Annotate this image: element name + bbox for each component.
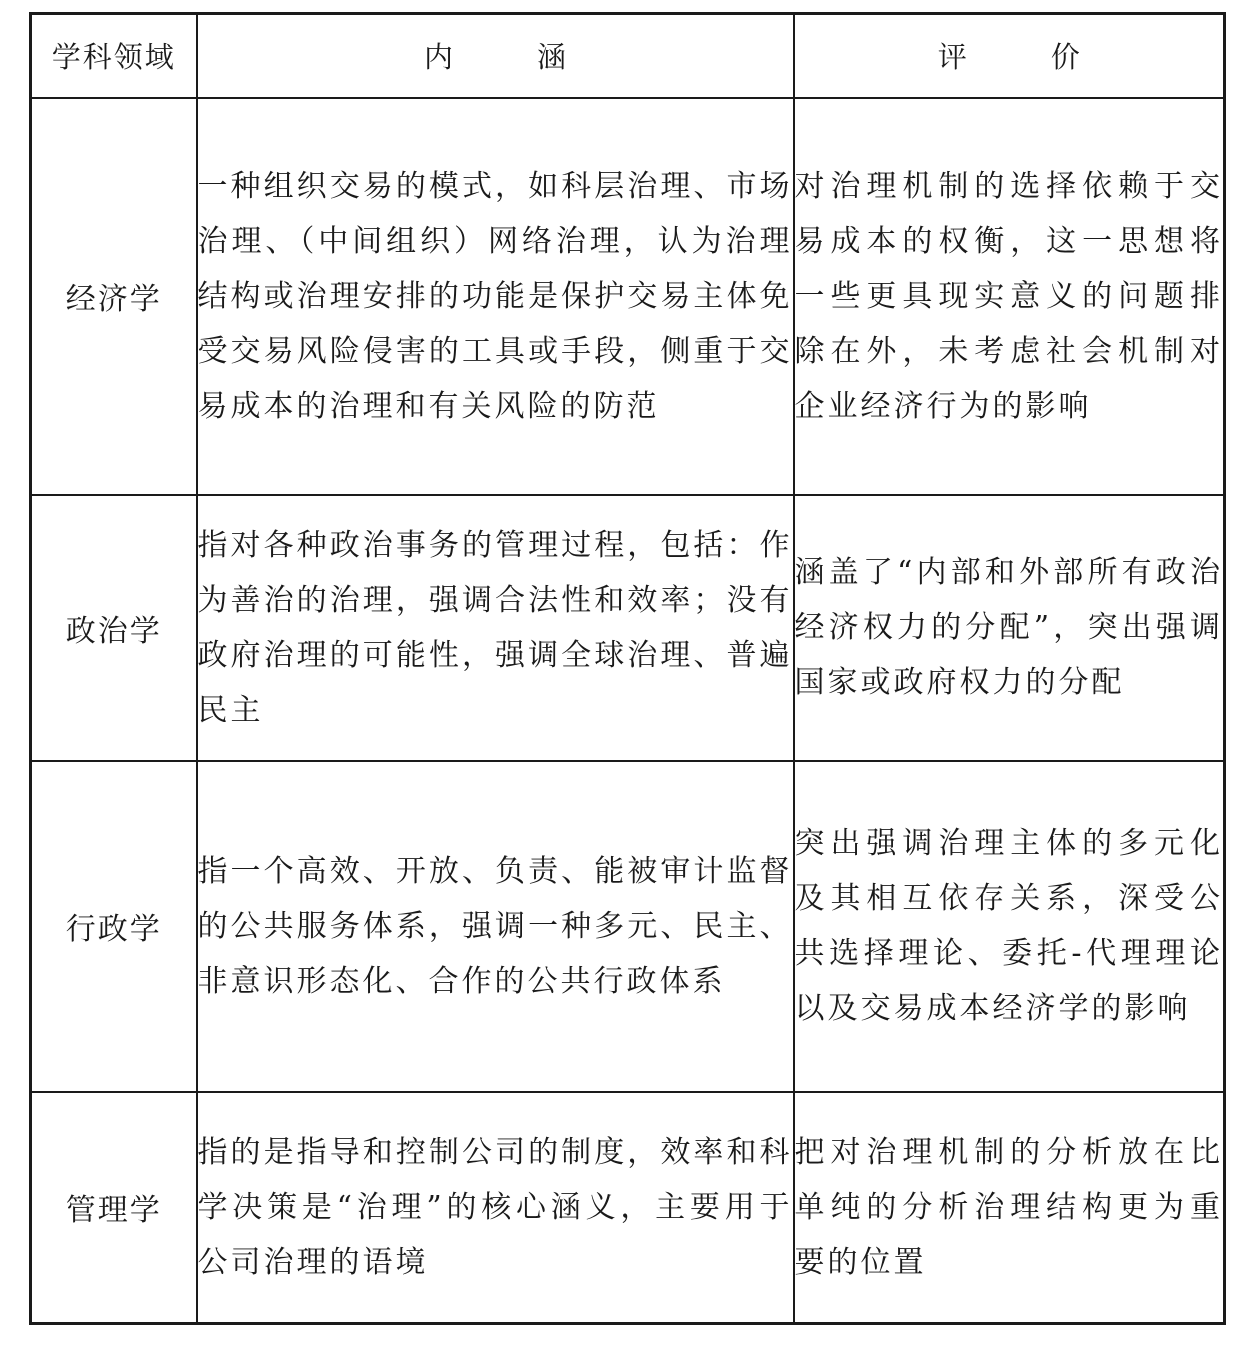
- field-cell-management: 管理学: [31, 1092, 197, 1324]
- evaluation-cell-economics: 对治理机制的选择依赖于交易成本的权衡，这一思想将一些更具现实意义的问题排除在外，未考虑社会机制对企业经济行为的影响: [794, 98, 1225, 495]
- connotation-cell-politics: 指对各种政治事务的管理过程，包括：作为善治的治理，强调合法性和效率；没有政府治理的可能性，强调全球治理、普遍民主: [197, 495, 794, 761]
- connotation-cell-economics: 一种组织交易的模式，如科层治理、市场治理、（中间组织）网络治理，认为治理结构或治理安排的功能是保护交易主体免受交易风险侵害的工具或手段，侧重于交易成本的治理和有关风险的防范: [197, 98, 794, 495]
- header-evaluation: 评价: [794, 14, 1225, 98]
- governance-comparison-table: [29, 12, 1226, 1325]
- table-row: [31, 98, 1225, 495]
- table-header-row: [31, 14, 1225, 98]
- field-cell-administration: 行政学: [31, 761, 197, 1092]
- table-row: [31, 495, 1225, 761]
- table-row: [31, 1092, 1225, 1324]
- connotation-cell-management: 指的是指导和控制公司的制度，效率和科学决策是“治理”的核心涵义，主要用于公司治理的语境: [197, 1092, 794, 1324]
- governance-table-container: [29, 12, 1223, 1325]
- header-connotation: 内涵: [197, 14, 794, 98]
- connotation-cell-administration: 指一个高效、开放、负责、能被审计监督的公共服务体系，强调一种多元、民主、非意识形态化、合作的公共行政体系: [197, 761, 794, 1092]
- field-cell-politics: 政治学: [31, 495, 197, 761]
- evaluation-cell-administration: 突出强调治理主体的多元化及其相互依存关系，深受公共选择理论、委托-代理理论以及交易成本经济学的影响: [794, 761, 1225, 1092]
- header-field: 学科领域: [31, 14, 197, 98]
- table-row: [31, 761, 1225, 1092]
- evaluation-cell-politics: 涵盖了“内部和外部所有政治经济权力的分配”，突出强调国家或政府权力的分配: [794, 495, 1225, 761]
- evaluation-cell-management: 把对治理机制的分析放在比单纯的分析治理结构更为重要的位置: [794, 1092, 1225, 1324]
- field-cell-economics: 经济学: [31, 98, 197, 495]
